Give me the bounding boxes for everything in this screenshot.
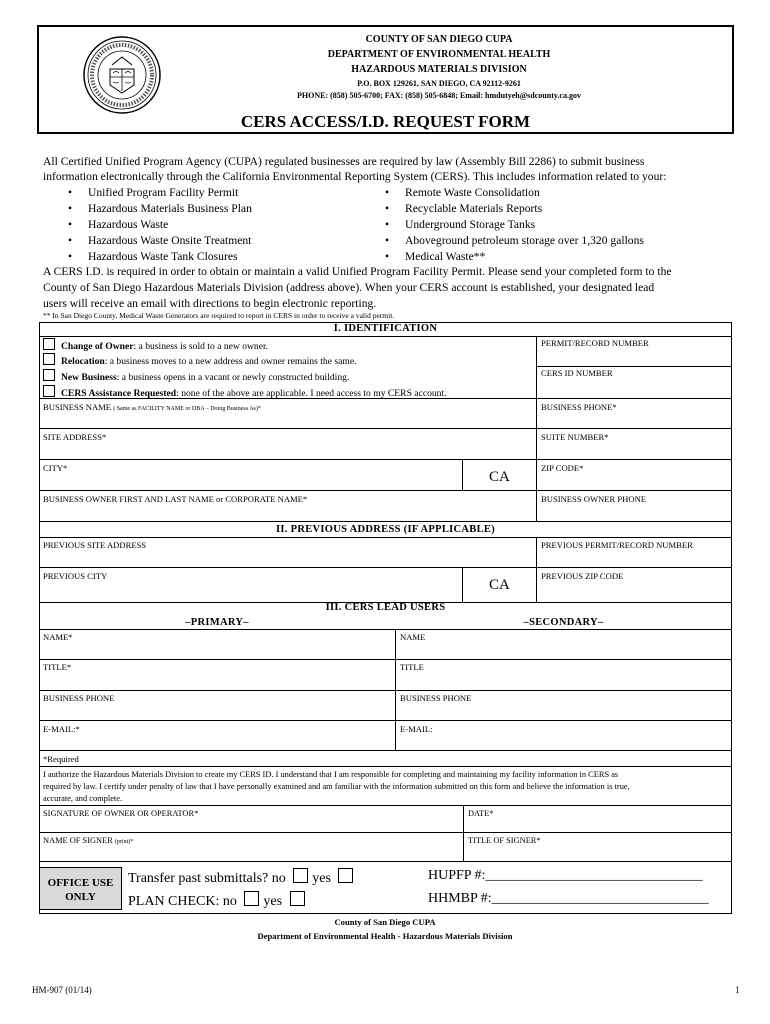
authorization-line-2: required by law. I certify under penalty of law that I have personally examined and am familiar with the information submitted on this form and believe the information is true, xyxy=(43,782,630,791)
business-name-field[interactable]: BUSINESS NAME ( Same as FACILITY NAME or DBA – Doing Business As)* xyxy=(43,402,261,412)
state-value: CA xyxy=(489,469,510,485)
bullet-left-4: • Hazardous Waste Onsite Treatment xyxy=(68,234,252,247)
form-number: HM-907 (01/14) xyxy=(32,985,92,995)
intro-line-1: All Certified Unified Program Agency (CUPA) regulated businesses are required by law (Assembly Bill 2286) to submit business xyxy=(43,155,645,168)
business-phone-field[interactable]: BUSINESS PHONE* xyxy=(541,402,617,412)
option-new-business[interactable]: New Business: a business opens in a vacant or newly constructed building. xyxy=(43,369,349,383)
header-division: HAZARDOUS MATERIALS DIVISION xyxy=(351,64,527,75)
option-relocation[interactable]: Relocation: a business moves to a new address and owner remains the same. xyxy=(43,353,356,367)
header-contact: PHONE: (858) 505-6700; FAX: (858) 505-6848; Email: hmdutyeh@sdcounty.ca.gov xyxy=(297,91,581,100)
footer-line-2: Department of Environmental Health - Hazardous Materials Division xyxy=(257,931,513,941)
transfer-submittals-row: Transfer past submittals? no yes xyxy=(128,868,357,887)
header-box xyxy=(37,25,734,134)
county-seal-logo xyxy=(82,35,162,115)
intro-line-5: users will receive an email with directions to begin electronic reporting. xyxy=(43,297,377,310)
medical-waste-footnote: ** In San Diego County, Medical Waste Generators are required to report in CERS in order to receive a valid permit. xyxy=(43,311,395,320)
header-county: COUNTY OF SAN DIEGO CUPA xyxy=(365,34,513,45)
bullet-right-4: • Aboveground petroleum storage over 1,320 gallons xyxy=(385,234,644,247)
header-address: P.O. BOX 129261, SAN DIEGO, CA 92112-9261 xyxy=(357,79,521,88)
intro-line-2: information electronically through the California Environmental Reporting System (CERS). This includes information related to your: xyxy=(43,170,667,183)
secondary-heading: –SECONDARY– xyxy=(523,617,604,628)
secondary-phone-field[interactable]: BUSINESS PHONE xyxy=(400,693,472,703)
secondary-name-field[interactable]: NAME xyxy=(400,632,426,642)
primary-phone-field[interactable]: BUSINESS PHONE xyxy=(43,693,115,703)
office-use-label-box xyxy=(39,867,122,910)
section-1-title: I. IDENTIFICATION xyxy=(333,323,438,334)
page-number: 1 xyxy=(735,985,740,995)
bullet-left-2: • Hazardous Materials Business Plan xyxy=(68,202,252,215)
intro-line-3: A CERS I.D. is required in order to obtain or maintain a valid Unified Program Facility Permit. Please send your completed form to the xyxy=(43,265,672,278)
zip-code-field[interactable]: ZIP CODE* xyxy=(541,463,584,473)
bullet-left-1: • Unified Program Facility Permit xyxy=(68,186,239,199)
suite-number-field[interactable]: SUITE NUMBER* xyxy=(541,432,609,442)
authorization-line-1: I authorize the Hazardous Materials Division to create my CERS ID. I understand that I am responsible for completing and maintaining my facility information in CERS as xyxy=(43,770,619,779)
checkbox[interactable] xyxy=(43,353,55,365)
transfer-no-checkbox[interactable] xyxy=(293,868,308,883)
primary-name-field[interactable]: NAME* xyxy=(43,632,73,642)
primary-heading: –PRIMARY– xyxy=(185,617,249,628)
owner-name-field[interactable]: BUSINESS OWNER FIRST AND LAST NAME or CORPORATE NAME* xyxy=(43,494,308,504)
option-cers-assistance[interactable]: CERS Assistance Requested: none of the above are applicable. I need access to my CERS account. xyxy=(43,385,447,399)
bullet-right-2: • Recyclable Materials Reports xyxy=(385,202,543,215)
required-note: *Required xyxy=(43,754,79,764)
owner-phone-field[interactable]: BUSINESS OWNER PHONE xyxy=(541,494,647,504)
footer-line-1: County of San Diego CUPA xyxy=(334,917,436,927)
intro-line-4: County of San Diego Hazardous Materials Division (address above). When your CERS account is established, your designated lead xyxy=(43,281,655,294)
bullet-right-3: • Underground Storage Tanks xyxy=(385,218,536,231)
cers-id-label: CERS ID NUMBER xyxy=(541,368,613,378)
secondary-title-field[interactable]: TITLE xyxy=(400,662,424,672)
previous-zip-field[interactable]: PREVIOUS ZIP CODE xyxy=(541,571,624,581)
option-change-of-owner[interactable]: Change of Owner: a business is sold to a new owner. xyxy=(43,338,268,352)
permit-record-label: PERMIT/RECORD NUMBER xyxy=(541,338,649,348)
signer-title-field[interactable]: TITLE OF SIGNER* xyxy=(468,836,541,845)
secondary-email-field[interactable]: E-MAIL: xyxy=(400,724,433,734)
site-address-field[interactable]: SITE ADDRESS* xyxy=(43,432,107,442)
bullet-left-5: • Hazardous Waste Tank Closures xyxy=(68,250,238,263)
primary-title-field[interactable]: TITLE* xyxy=(43,662,72,672)
checkbox[interactable] xyxy=(43,369,55,381)
office-use-label-2: ONLY xyxy=(65,891,96,903)
bullet-right-1: • Remote Waste Consolidation xyxy=(385,186,540,199)
bullet-left-3: • Hazardous Waste xyxy=(68,218,169,231)
authorization-line-3: accurate, and complete. xyxy=(43,794,123,803)
signer-name-field[interactable]: NAME OF SIGNER (print)* xyxy=(43,836,134,845)
primary-email-field[interactable]: E-MAIL:* xyxy=(43,724,80,734)
checkbox[interactable] xyxy=(43,338,55,350)
form-title: CERS ACCESS/I.D. REQUEST FORM xyxy=(240,112,531,131)
previous-permit-field[interactable]: PREVIOUS PERMIT/RECORD NUMBER xyxy=(541,540,693,550)
city-field[interactable]: CITY* xyxy=(43,463,68,473)
previous-site-address-field[interactable]: PREVIOUS SITE ADDRESS xyxy=(43,540,147,550)
section-3-title: III. CERS LEAD USERS xyxy=(325,602,446,613)
date-field[interactable]: DATE* xyxy=(468,809,494,818)
previous-city-field[interactable]: PREVIOUS CITY xyxy=(43,571,108,581)
section-2-title: II. PREVIOUS ADDRESS (IF APPLICABLE) xyxy=(276,524,495,535)
hupfp-field[interactable]: HUPFP #:_______________________________ xyxy=(428,868,703,883)
signature-field[interactable]: SIGNATURE OF OWNER OR OPERATOR* xyxy=(43,809,199,818)
transfer-yes-checkbox[interactable] xyxy=(338,868,353,883)
plan-check-no-checkbox[interactable] xyxy=(244,891,259,906)
office-use-label-1: OFFICE USE xyxy=(47,877,114,889)
plan-check-row: PLAN CHECK: no yes xyxy=(128,891,309,910)
header-department: DEPARTMENT OF ENVIRONMENTAL HEALTH xyxy=(327,49,551,60)
previous-state-value: CA xyxy=(489,577,510,593)
checkbox[interactable] xyxy=(43,385,55,397)
plan-check-yes-checkbox[interactable] xyxy=(290,891,305,906)
bullet-right-5: • Medical Waste** xyxy=(385,250,486,263)
hhmbp-field[interactable]: HHMBP #:_______________________________ xyxy=(428,891,709,906)
